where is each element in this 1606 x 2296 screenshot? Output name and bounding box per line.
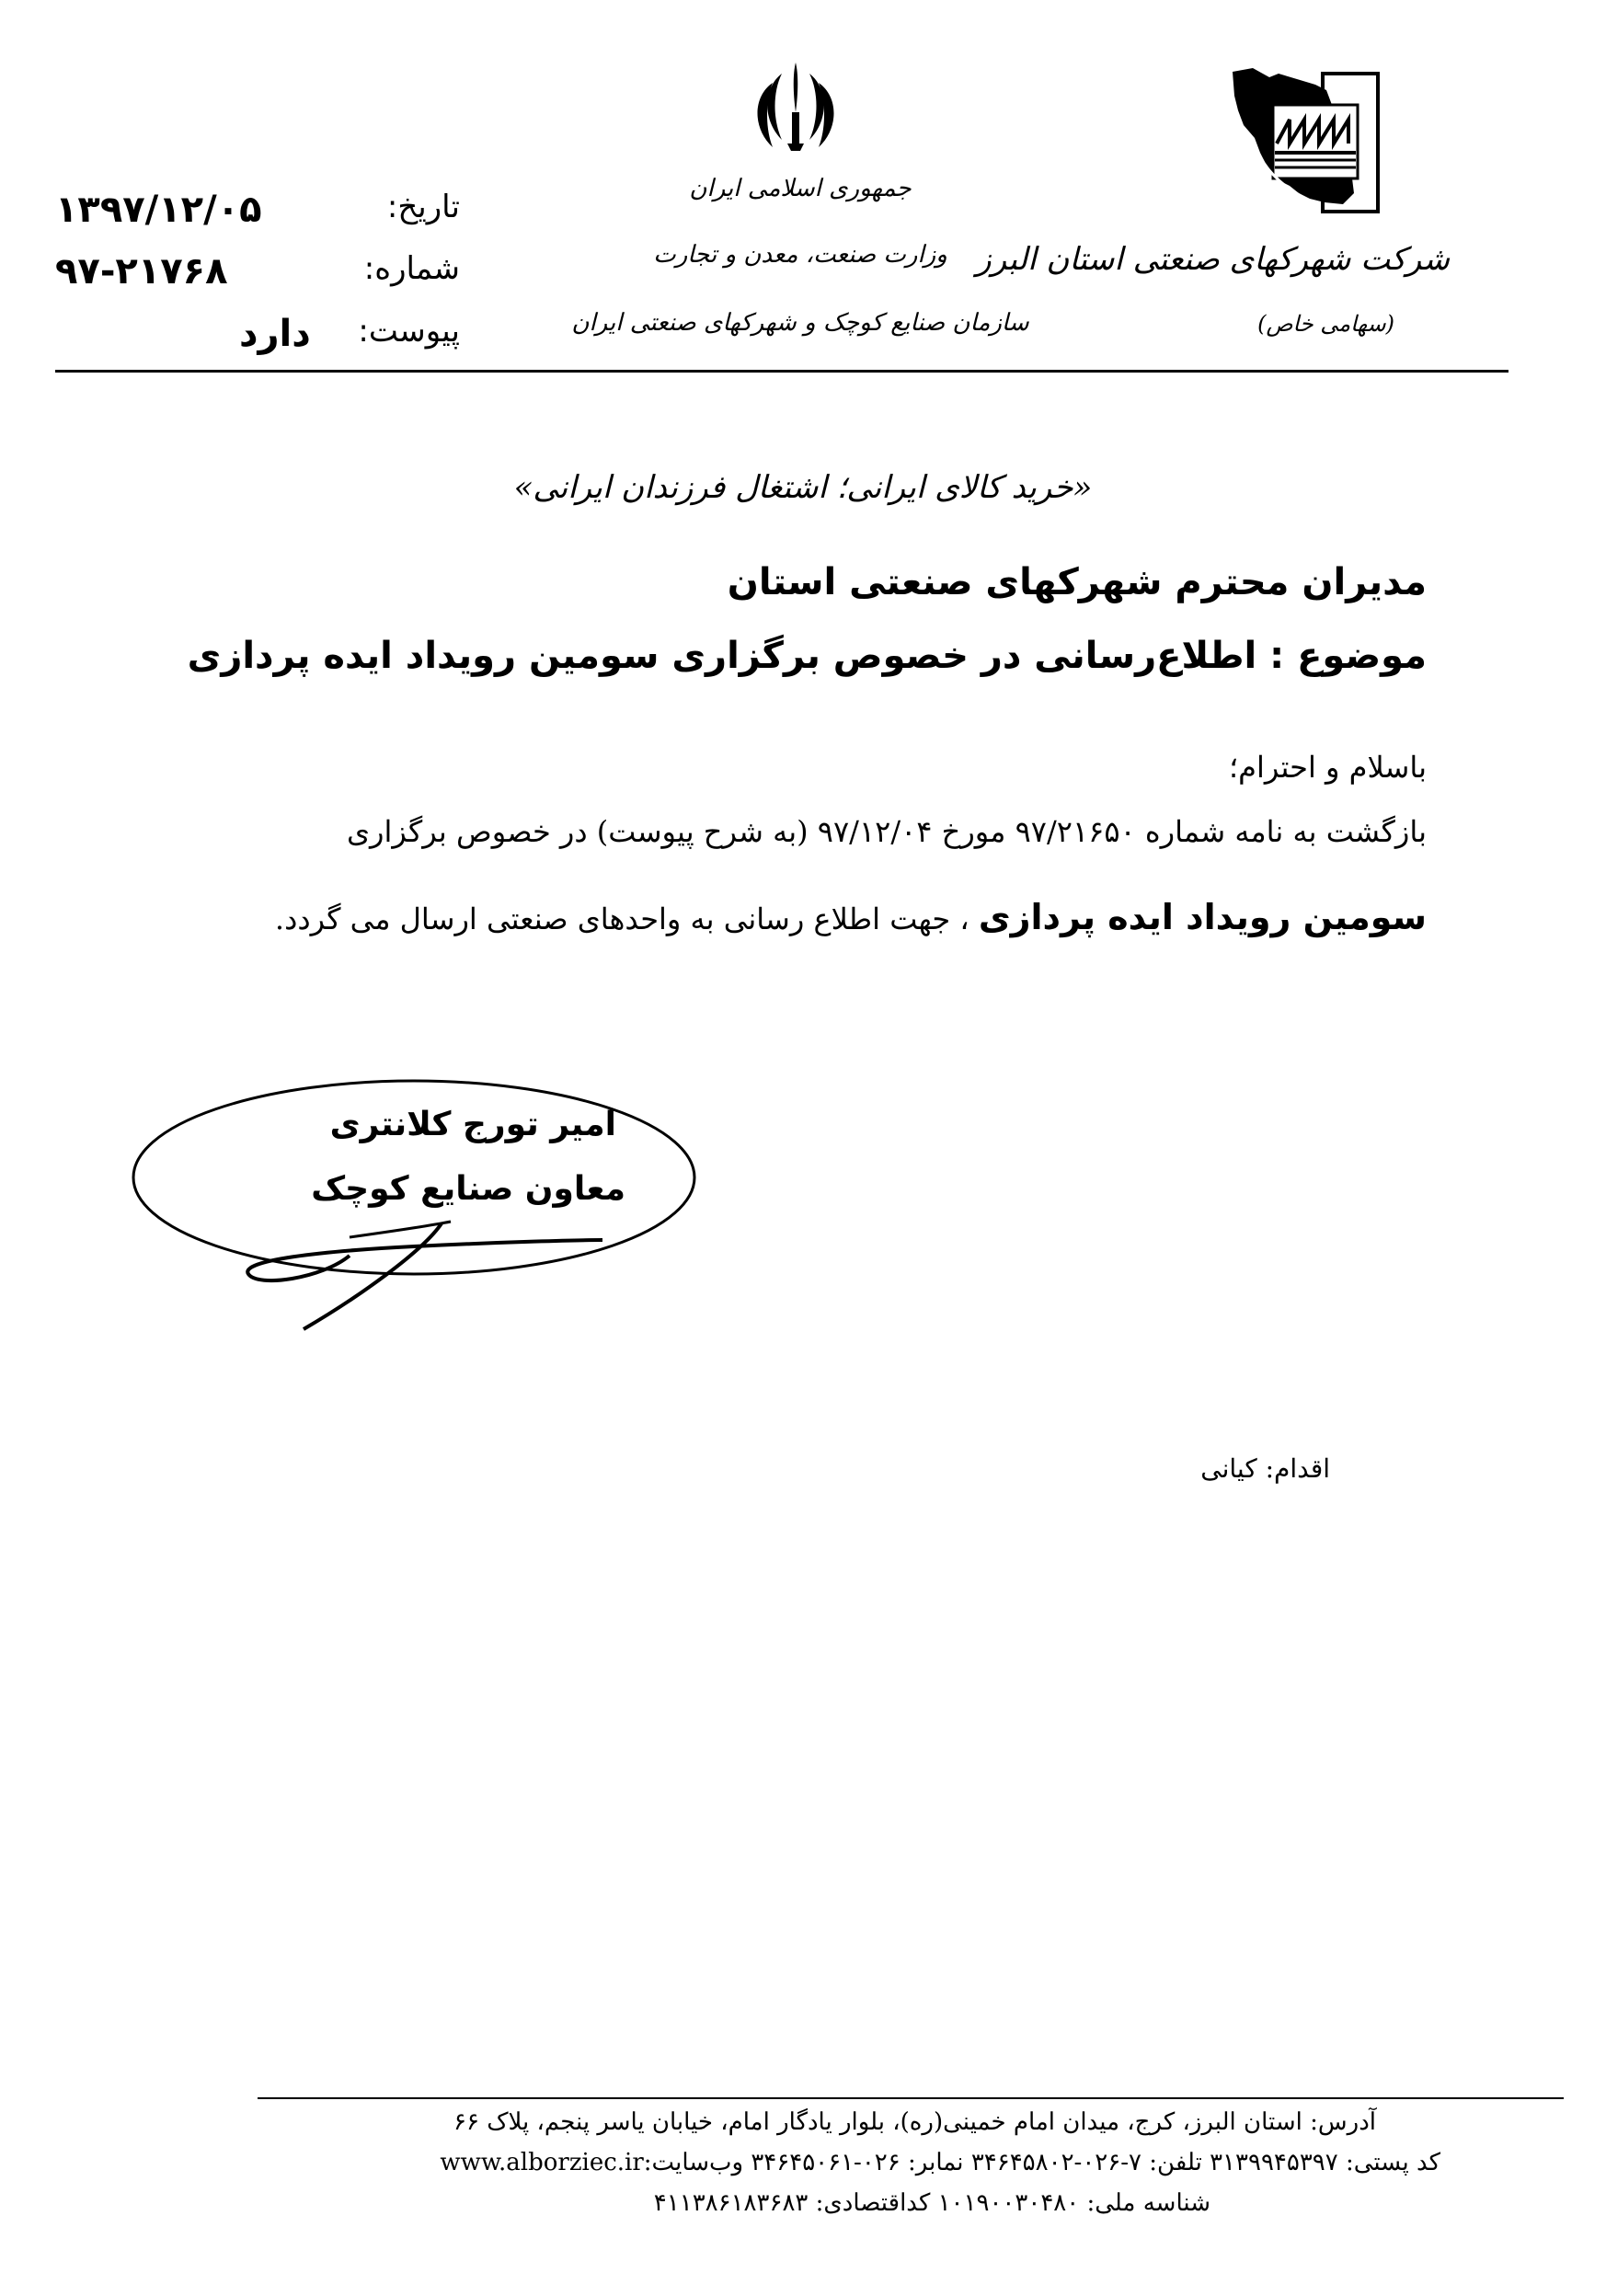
attachment-value: دارد <box>239 313 311 355</box>
iran-emblem-icon <box>745 55 846 156</box>
company-logo-icon <box>1214 64 1398 230</box>
body-line-2-rest: ، جهت اطلاع رسانی به واحدهای صنعتی ارسال می گردد. <box>274 901 969 936</box>
date-value: ۱۳۹۷/۱۲/۰۵ <box>55 189 262 231</box>
action-note: اقدام: کیانی <box>1200 1453 1330 1484</box>
header-center-line2: وزارت صنعت، معدن و تجارت <box>653 241 947 269</box>
slogan: «خرید کالای ایرانی؛ اشتغال فرزندان ایرانی» <box>513 469 1093 506</box>
footer-ids: شناسه ملی: ۱۰۱۹۰۰۳۰۴۸۰ کداقتصادی: ۴۱۱۳۸۶۱۸۳۶۸۳ <box>653 2189 1210 2217</box>
date-label: تاریخ: <box>386 189 460 225</box>
footer-address: آدرس: استان البرز، کرج، میدان امام خمینی(ره)، بلوار یادگار امام، خیابان یاسر پنجم، پلاک ۶۶ <box>453 2108 1376 2136</box>
footer-contact: کد پستی: ۳۱۳۹۹۴۵۳۹۷ تلفن: ۷-۰۲۶-۳۴۶۴۵۸۰۲ نمابر: ۰۲۶-۳۴۶۴۵۰۶۱ وب‌سایت:www.alborziec.ir <box>440 2149 1440 2176</box>
attachment-row <box>55 313 460 368</box>
header-center-line1: جمهوری اسلامی ایران <box>689 175 912 202</box>
signature-stamp <box>120 1067 717 1334</box>
event-name-bold: سومین رویداد ایده پردازی <box>978 897 1427 937</box>
footer-divider <box>258 2097 1564 2099</box>
signer-name: امیر تورج کلانتری <box>329 1106 616 1143</box>
body-line-2 <box>275 897 1427 937</box>
number-value: ۹۷-۲۱۷۶۸ <box>55 250 228 293</box>
body-line-1: بازگشت به نامه شماره ۹۷/۲۱۶۵۰ مورخ ۹۷/۱۲/۰۴ (به شرح پیوست) در خصوص برگزاری <box>346 814 1427 849</box>
number-label: شماره: <box>363 250 460 287</box>
number-row <box>55 250 460 305</box>
company-name: شرکت شهرکهای صنعتی استان البرز <box>976 241 1450 278</box>
attachment-label: پیوست: <box>358 313 460 350</box>
header-center-line3: سازمان صنایع کوچک و شهرکهای صنعتی ایران <box>571 309 1029 337</box>
date-row <box>55 189 460 244</box>
company-type: (سهامی خاص) <box>1257 311 1394 337</box>
header-divider <box>55 370 1508 373</box>
greeting: باسلام و احترام؛ <box>1228 750 1427 785</box>
subject: موضوع : اطلاع‌رسانی در خصوص برگزاری سومین رویداد ایده پردازی <box>187 635 1427 677</box>
recipient: مدیران محترم شهرکهای صنعتی استان <box>727 561 1427 603</box>
signer-title: معاون صنایع کوچک <box>311 1170 625 1208</box>
